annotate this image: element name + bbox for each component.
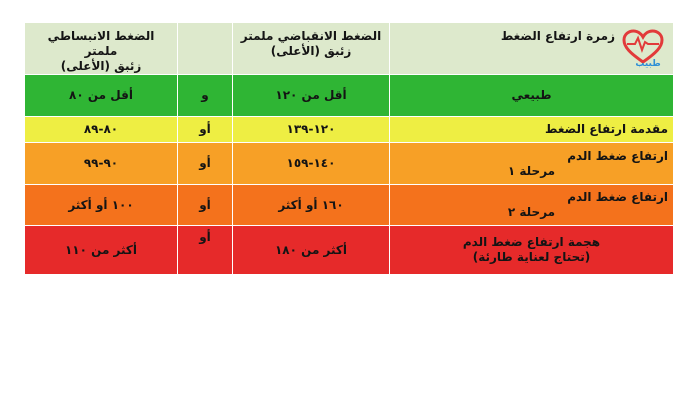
logo-text: طبيب — [635, 59, 661, 69]
diastolic-value: أقل من ٨٠ — [69, 88, 133, 102]
conjunction-value: أو — [199, 122, 211, 136]
header-systolic-line2: زئبق (الأعلى) — [270, 44, 352, 58]
systolic-cell — [233, 226, 390, 275]
table-header-row — [25, 23, 674, 75]
category-label-line2: مرحلة ١ — [507, 163, 556, 178]
header-category — [390, 23, 674, 75]
systolic-value: ١٤٠-١٥٩ — [286, 156, 336, 170]
category-cell — [390, 143, 674, 185]
blood-pressure-table — [24, 22, 674, 275]
conjunction-cell — [178, 185, 233, 226]
category-label-line2: (تحتاج لعناية طارئة) — [472, 250, 591, 264]
category-label: طبيعي — [511, 88, 552, 102]
header-diastolic-line1: الضغط الانبساطي ملمتر — [47, 29, 155, 58]
systolic-cell — [233, 117, 390, 143]
category-label-line2: مرحلة ٢ — [507, 205, 556, 219]
table-row-stage1 — [25, 143, 674, 185]
systolic-cell — [233, 75, 390, 117]
heart-pulse-icon — [620, 28, 666, 68]
conjunction-value: أو — [199, 197, 211, 212]
header-systolic — [233, 23, 390, 75]
diastolic-cell — [25, 226, 178, 275]
header-diastolic — [25, 23, 178, 75]
category-cell — [390, 185, 674, 226]
conjunction-cell — [178, 117, 233, 143]
diastolic-value: ٨٠-٨٩ — [83, 122, 119, 136]
conjunction-cell — [178, 75, 233, 117]
systolic-value: أقل من ١٢٠ — [275, 88, 347, 102]
header-systolic-line1: الضغط الانقباضي ملمتر — [240, 29, 382, 43]
header-category-label: زمرة ارتفاع الضغط — [500, 29, 615, 43]
conjunction-value: أو — [199, 156, 211, 170]
category-cell — [390, 75, 674, 117]
table-row-stage2 — [25, 185, 674, 226]
header-diastolic-line2: زئبق (الأعلى) — [60, 59, 142, 73]
conjunction-value: و — [201, 88, 209, 102]
diastolic-value: أكثر من ١١٠ — [64, 242, 138, 257]
table-row-normal — [25, 75, 674, 117]
diastolic-cell — [25, 143, 178, 185]
category-label: مقدمة ارتفاع الضغط — [545, 122, 668, 136]
table-row-crisis — [25, 226, 674, 275]
systolic-value: ١٦٠ أو أكثر — [278, 197, 344, 212]
header-conjunction-cell — [178, 23, 233, 75]
diastolic-value: ٩٠-٩٩ — [83, 156, 119, 170]
diastolic-cell — [25, 75, 178, 117]
diastolic-cell — [25, 117, 178, 143]
category-cell — [390, 117, 674, 143]
category-label-line1: هجمة ارتفاع ضغط الدم — [462, 235, 601, 249]
systolic-value: ١٢٠-١٣٩ — [286, 122, 336, 136]
systolic-cell — [233, 143, 390, 185]
table-row-elevated — [25, 117, 674, 143]
category-label-line1: ارتفاع ضغط الدم — [567, 190, 668, 204]
systolic-value: أكثر من ١٨٠ — [274, 242, 348, 257]
systolic-cell — [233, 185, 390, 226]
diastolic-value: ١٠٠ أو أكثر — [68, 197, 134, 212]
category-label-line1: ارتفاع ضغط الدم — [567, 148, 668, 163]
conjunction-cell — [178, 143, 233, 185]
conjunction-cell — [178, 226, 233, 275]
category-cell — [390, 226, 674, 275]
diastolic-cell — [25, 185, 178, 226]
conjunction-value: أو — [199, 230, 211, 244]
